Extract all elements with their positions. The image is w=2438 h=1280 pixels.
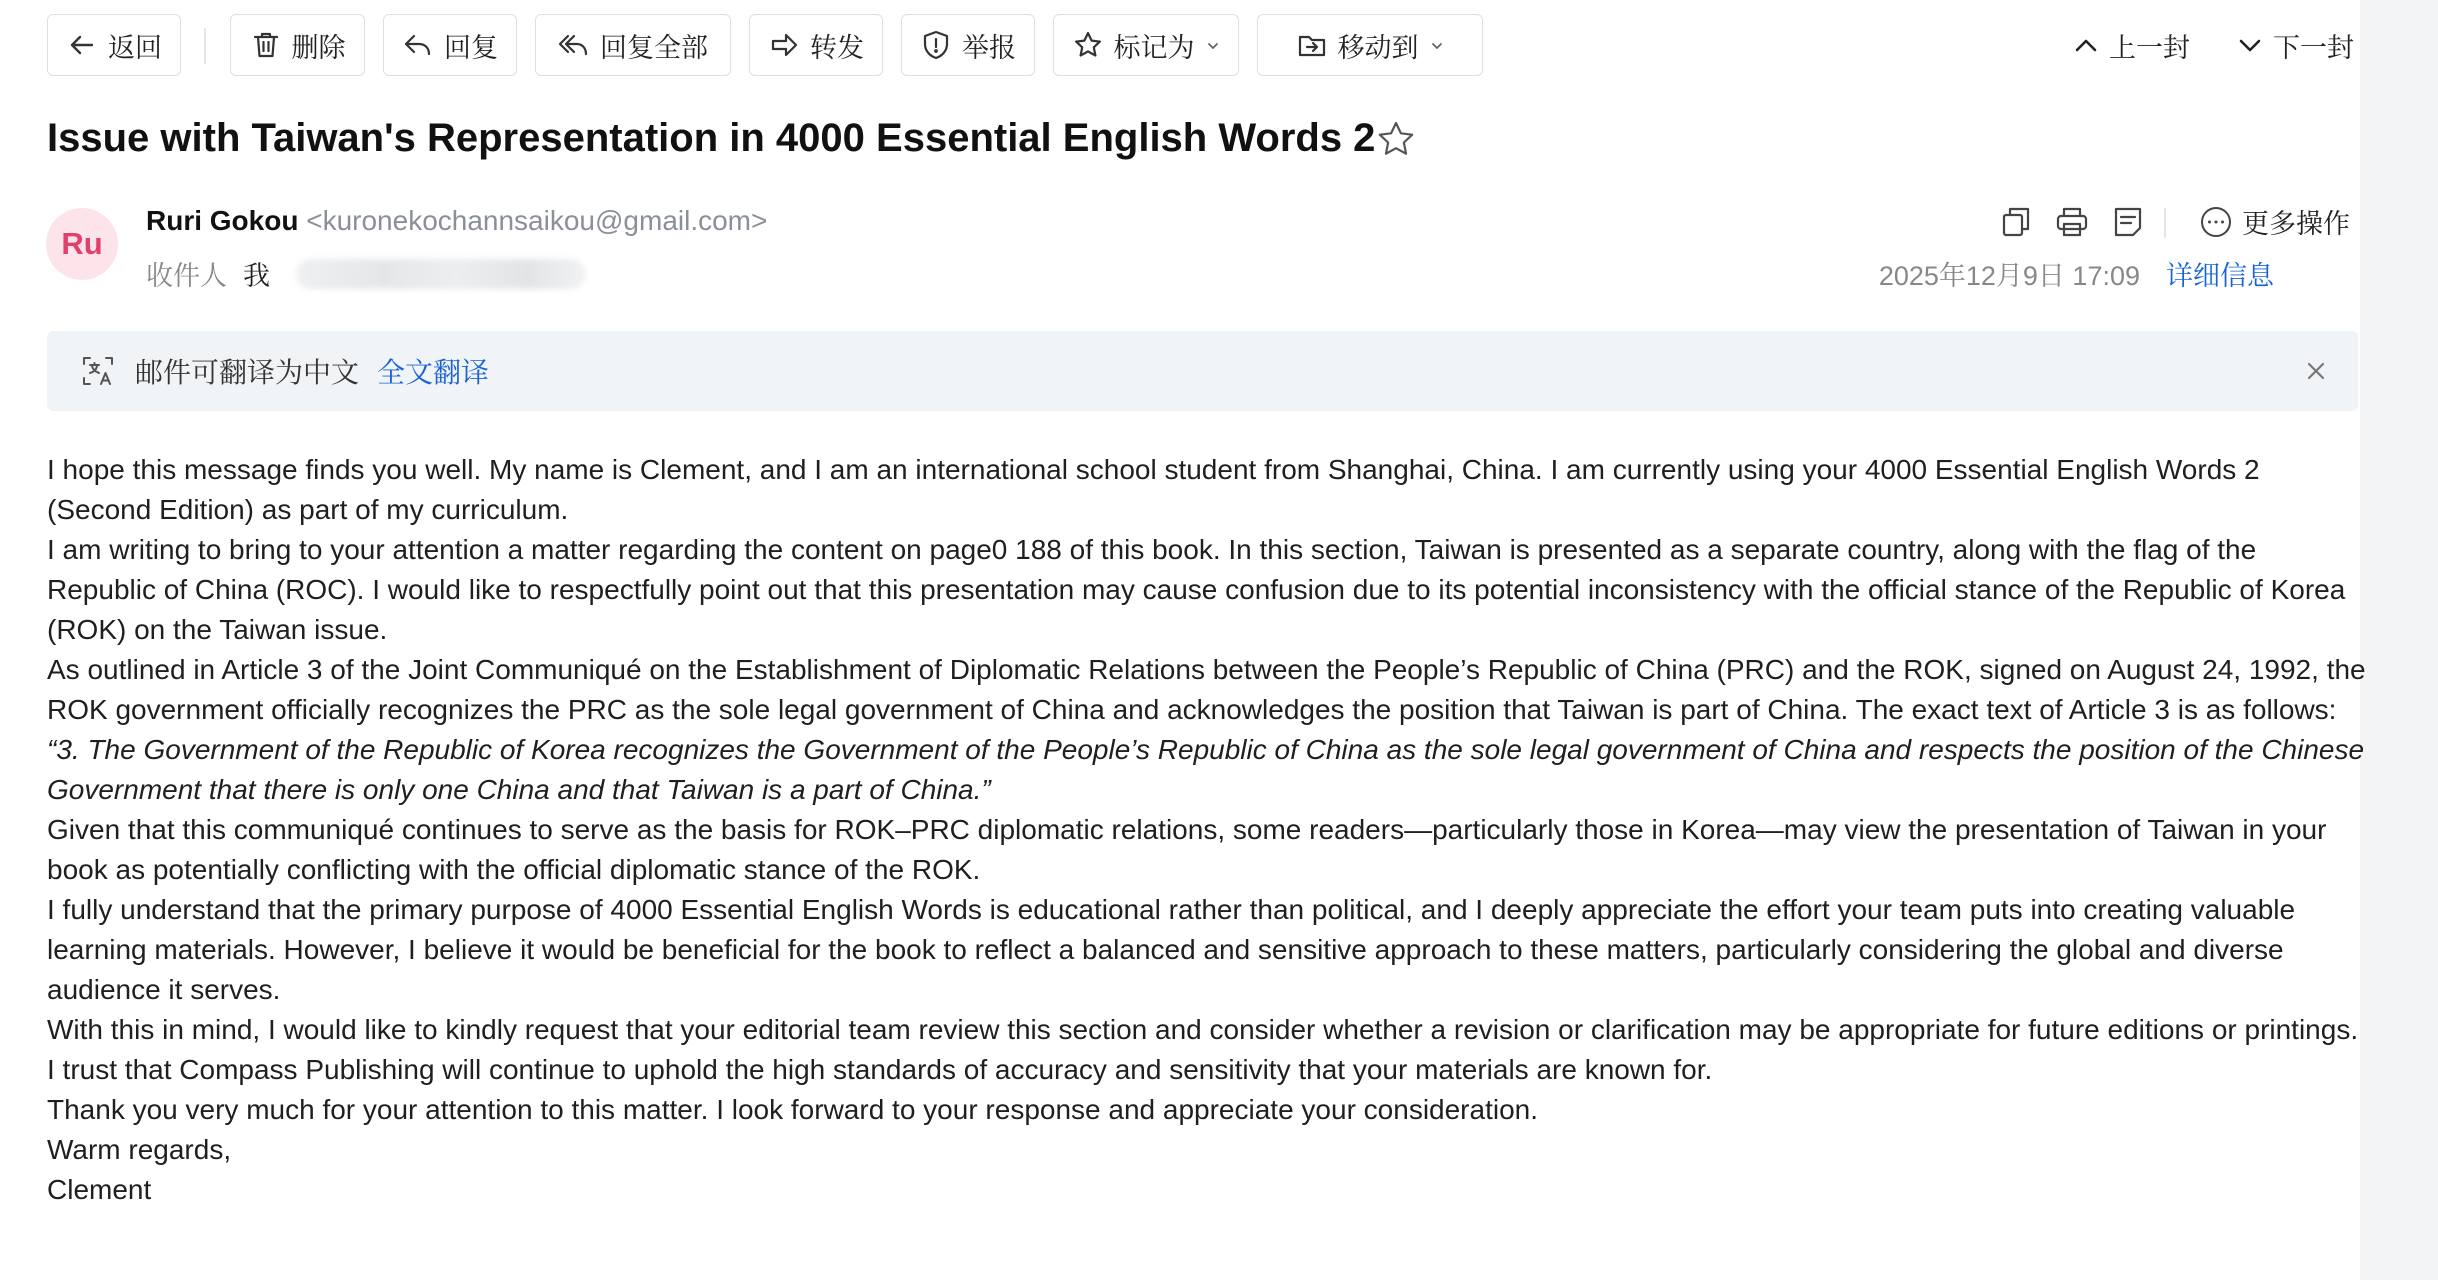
translate-banner-text: 邮件可翻译为中文: [135, 357, 360, 388]
star-outline-icon: [1072, 29, 1104, 61]
chevron-down-icon: [1429, 30, 1445, 61]
previous-label: 上一封: [2109, 32, 2190, 63]
more-actions-button[interactable]: [2198, 202, 2350, 241]
previous-mail-button[interactable]: [2071, 14, 2190, 76]
body-paragraph: As outlined in Article 3 of the Joint Communiqué on the Establishment of Diplomatic Relations between the People’s Republic of China (PRC) and the ROK, signed on August 24, 1992, the ROK government officially recognizes the PRC as the sole legal government of China and acknowledges the position that Taiwan is part of China. The exact text of Article 3 is as follows:: [47, 654, 2366, 725]
note-icon[interactable]: [2108, 202, 2148, 242]
translate-banner: [47, 331, 2358, 411]
toolbar-divider: [204, 28, 206, 64]
reply-icon: [402, 29, 434, 61]
translate-icon: [81, 354, 115, 388]
delete-button[interactable]: [230, 14, 365, 76]
mail-body: [47, 450, 2367, 1210]
body-paragraph: I fully understand that the primary purpose of 4000 Essential English Words is educational rather than political, and I deeply appreciate the effort your team puts into creating valuable learning materials. However, I believe it would be beneficial for the book to reflect a balanced and sensitive approach to these matters, particularly considering the global and diverse audience it serves.: [47, 894, 2296, 1005]
date-line: [1879, 254, 2274, 293]
close-icon[interactable]: [2302, 357, 2330, 385]
chevron-down-icon: [2235, 30, 2265, 60]
mail-toolbar: [47, 14, 2360, 78]
next-label: 下一封: [2273, 32, 2354, 63]
mark-as-label: 标记为: [1113, 32, 1195, 63]
chevron-down-icon: [1205, 30, 1221, 61]
sender-line: [146, 205, 767, 237]
forward-button[interactable]: [749, 14, 883, 76]
header-divider: [2164, 208, 2166, 238]
avatar: Ru: [46, 208, 118, 280]
reply-all-icon: [558, 29, 590, 61]
body-closing: Warm regards,: [47, 1134, 232, 1165]
folder-move-icon: [1296, 29, 1328, 61]
recipient-line: [146, 254, 586, 293]
recipient-me[interactable]: 我: [243, 261, 270, 291]
trash-icon: [250, 29, 282, 61]
more-actions-label: 更多操作: [2242, 209, 2350, 239]
move-to-label: 移动到: [1337, 32, 1419, 63]
body-paragraph: I hope this message finds you well. My name is Clement, and I am an international school student from Shanghai, China. I am currently using your 4000 Essential English Words 2 (Second Edition) as part of my curriculum.: [47, 454, 2260, 525]
reply-label: 回复: [444, 32, 498, 63]
mail-subject: Issue with Taiwan's Representation in 4000 Essential English Words 2: [47, 116, 1376, 160]
back-button[interactable]: [47, 14, 181, 76]
sender-name[interactable]: Ruri Gokou: [146, 205, 299, 236]
sender-email[interactable]: <kuronekochannsaikou@gmail.com>: [306, 205, 768, 236]
body-paragraph: Given that this communiqué continues to serve as the basis for ROK–PRC diplomatic relations, some readers—particularly those in Korea—may view the presentation of Taiwan in your book as potentially conflicting with the official diplomatic stance of the ROK.: [47, 814, 2327, 885]
body-paragraph: Thank you very much for your attention to this matter. I look forward to your response and appreciate your consideration.: [47, 1094, 1538, 1125]
reply-button[interactable]: [383, 14, 517, 76]
mail-datetime: 2025年12月9日 17:09: [1878, 261, 2140, 291]
move-to-dropdown[interactable]: [1257, 14, 1483, 76]
reply-all-button[interactable]: [535, 14, 731, 76]
print-icon[interactable]: [2052, 202, 2092, 242]
forward-label: 转发: [810, 32, 864, 63]
redacted-recipients: [296, 259, 586, 289]
body-signature: Clement: [47, 1174, 152, 1205]
body-paragraph: With this in mind, I would like to kindly request that your editorial team review this section and consider whether a revision or clarification may be appropriate for future editions or printings. I trust that Compass Publishing will continue to uphold the high standards of accuracy and sensitivity that your materials are known for.: [47, 1014, 2359, 1085]
reply-all-label: 回复全部: [600, 32, 708, 63]
body-quote: “3. The Government of the Republic of Korea recognizes the Government of the People’s Republic of China as the sole legal government of China and respects the position of the Chinese Government that there is only one China and that Taiwan is a part of China.”: [47, 734, 2365, 805]
forward-icon: [768, 29, 800, 61]
more-dots-icon: [2198, 204, 2234, 240]
next-mail-button[interactable]: [2235, 14, 2354, 76]
body-paragraph: I am writing to bring to your attention a matter regarding the content on page0 188 of this book. In this section, Taiwan is presented as a separate country, along with the flag of the Republic of China (ROC). I would like to respectfully point out that this presentation may cause confusion due to its potential inconsistency with the official stance of the Republic of Korea (ROK) on the Taiwan issue.: [47, 534, 2346, 645]
mark-as-dropdown[interactable]: [1053, 14, 1239, 76]
report-label: 举报: [962, 32, 1016, 63]
recipient-label: 收件人: [146, 261, 227, 291]
delete-label: 删除: [291, 32, 346, 63]
back-label: 返回: [108, 32, 162, 63]
new-window-icon[interactable]: [1996, 202, 2036, 242]
arrow-left-icon: [66, 29, 98, 61]
shield-alert-icon: [920, 29, 952, 61]
details-link[interactable]: 详细信息: [2166, 261, 2274, 291]
report-button[interactable]: [901, 14, 1035, 76]
full-translate-link[interactable]: 全文翻译: [377, 357, 490, 388]
star-icon[interactable]: [1374, 118, 1418, 162]
chevron-up-icon: [2071, 30, 2101, 60]
